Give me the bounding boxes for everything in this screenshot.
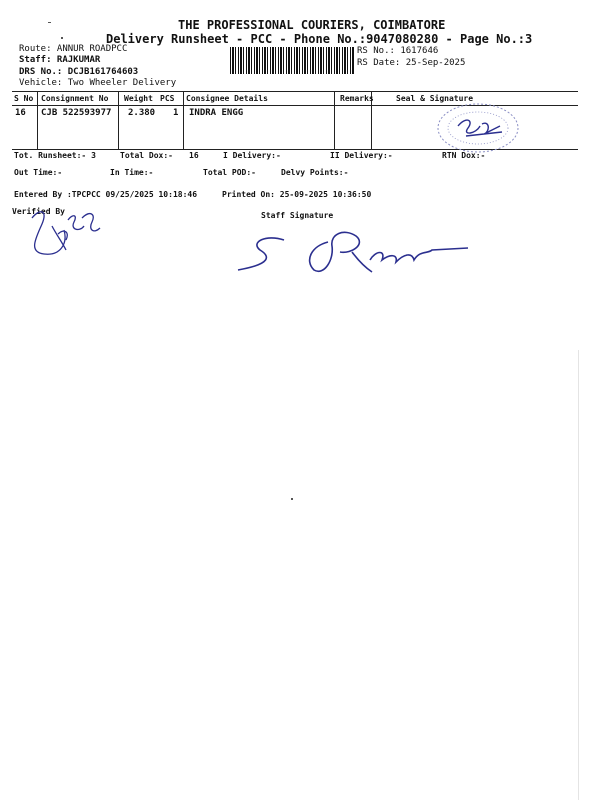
scan-mark <box>291 498 293 500</box>
out-time: Out Time:- <box>14 168 63 177</box>
verified-signature-icon <box>22 200 112 260</box>
page-title: THE PROFESSIONAL COURIERS, COIMBATORE <box>178 18 446 32</box>
header-sno: S No <box>14 94 34 103</box>
tot-runsheet: Tot. Runsheet:- 3 <box>14 151 96 160</box>
page-subtitle: Delivery Runsheet - PCC - Phone No.:9047080280 - Page No.:3 <box>106 32 533 46</box>
seal-stamp-icon <box>430 100 530 155</box>
cell-consignee: INDRA ENGG <box>189 108 244 118</box>
header-pcs: PCS <box>160 94 175 103</box>
rtn-dox: RTN Dox:- <box>442 151 486 160</box>
scan-mark <box>61 37 63 39</box>
cell-consignment: CJB 522593977 <box>41 108 112 118</box>
scan-edge <box>578 350 579 800</box>
total-dox-value: 16 <box>189 151 199 160</box>
ii-delivery: II Delivery:- <box>330 151 393 160</box>
col-divider <box>37 91 38 149</box>
table-top-border <box>12 91 578 92</box>
header-consignee: Consignee Details <box>186 94 268 103</box>
staff-signature-label: Staff Signature <box>261 211 334 220</box>
entered-by: Entered By :TPCPCC 09/25/2025 10:18:46 <box>14 190 198 199</box>
col-divider <box>118 91 119 149</box>
rs-number: RS No.: 1617646 <box>357 46 439 56</box>
delvy-points: Delvy Points:- <box>281 168 349 177</box>
cell-weight: 2.380 <box>128 108 156 118</box>
printed-on: Printed On: 25-09-2025 10:36:50 <box>222 190 372 199</box>
header-remarks: Remarks <box>340 94 374 103</box>
col-divider <box>334 91 335 149</box>
vehicle-info: Vehicle: Two Wheeler Delivery <box>19 78 177 88</box>
scan-mark <box>48 22 51 23</box>
rs-date: RS Date: 25-Sep-2025 <box>357 58 466 68</box>
total-dox-label: Total Dox:- <box>120 151 173 160</box>
cell-sno: 16 <box>15 108 26 118</box>
col-divider <box>183 91 184 149</box>
in-time: In Time:- <box>110 168 154 177</box>
route-info: Route: ANNUR ROADPCC <box>19 44 128 54</box>
barcode <box>230 47 355 74</box>
staff-info: Staff: RAJKUMAR <box>19 55 101 65</box>
header-seal: Seal & Signature <box>396 94 474 103</box>
staff-signature-icon <box>232 220 472 280</box>
drs-info: DRS No.: DCJB161764603 <box>19 67 139 77</box>
total-pod: Total POD:- <box>203 168 256 177</box>
header-weight: Weight <box>124 94 153 103</box>
i-delivery: I Delivery:- <box>223 151 281 160</box>
header-consignment: Consignment No <box>41 94 109 103</box>
cell-pcs: 1 <box>173 108 179 118</box>
verified-by-label: Verified By <box>12 207 65 216</box>
